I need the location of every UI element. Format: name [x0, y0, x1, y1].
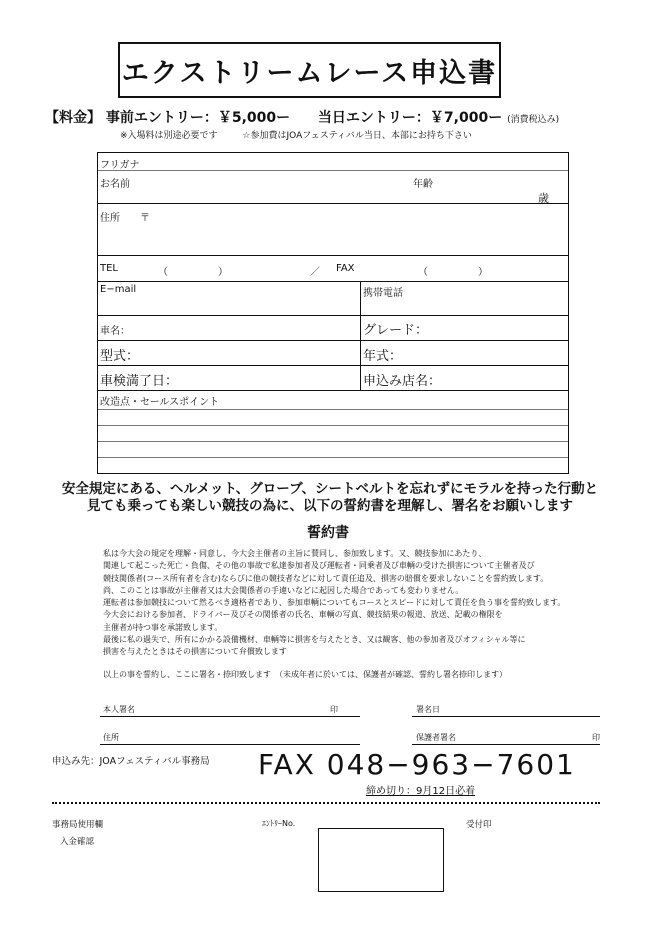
tel-paren: （ ） [158, 267, 228, 278]
fee-notes [120, 128, 494, 141]
fee-line [45, 107, 559, 127]
oath-line: 競技関係者(コース所有者を含む)ならびに他の競技者などに対して責任追及、損害の賠償を要求しないことを誓約致します。 [103, 573, 549, 583]
oath-line: 尚、このことは事故が主催者又は大会関係者の手違いなどに起因した場合であっても変わりません。 [103, 585, 464, 595]
row-divider [98, 390, 568, 391]
address-sign-line[interactable] [100, 744, 360, 745]
address-sign-label: 住所 [103, 733, 119, 742]
row-divider [98, 281, 568, 282]
sign-date-line[interactable] [412, 716, 600, 717]
seal-mark-2: 印 [592, 733, 600, 742]
age-unit: 歳 [538, 192, 549, 205]
oath-line: 損害を与えたときはその損害について弁償致します [103, 647, 287, 657]
email-label: E−mail [100, 284, 137, 295]
tel-fax-separator: ／ [310, 267, 320, 278]
tel-label: TEL [100, 263, 118, 274]
oath-line: 運転者は参加競技について然るべき適格者であり、参加車輌についてもコースとスピードに対して責任を負う事を誓約致します。 [103, 598, 566, 608]
payment-check-label: 入金確認 [60, 837, 95, 847]
fax-number: FAX 048−963−7601 [258, 748, 576, 781]
received-stamp-label: 受付印 [466, 820, 492, 830]
entry-no-label: ｴﾝﾄﾘｰNo. [262, 819, 296, 828]
name-label: お名前 [100, 179, 130, 190]
oath-line: 最後に私の過失で、所有にかかる設備機材、車輌等に損害を与えたとき、又は観客、他の参加者及びオフィシャル等に [103, 635, 526, 645]
furigana-label: フリガナ [100, 160, 140, 171]
fee-tax-note: (消費税込み) [507, 115, 560, 125]
fee-sameday: 当日エントリー：￥7,000ー [317, 110, 503, 126]
safety-line-2: 見ても乗っても楽しい競技の為に、以下の誓約書を理解し、署名をお願いします [87, 498, 573, 514]
oath-body [103, 548, 603, 681]
office-use-label: 事務局使用欄 [52, 820, 104, 830]
deadline: 締め切り：9月12日必着 [366, 786, 476, 797]
row-divider [98, 170, 568, 171]
oath-line: 主催者が持つ事を承諾致します。 [103, 622, 223, 632]
model-label: 型式： [100, 349, 140, 364]
row-divider [98, 425, 568, 426]
dotted-divider [52, 802, 600, 804]
row-divider [98, 315, 568, 316]
seal-mark-1: 印 [330, 705, 338, 714]
row-divider [98, 340, 568, 341]
oath-line: 今大会における参加者、ドライバー及びその関係者の氏名、車輌の写真、競技結果の報道、放送、記載の権限を [103, 610, 503, 620]
fee-advance: 事前エントリー：￥5,000ー [105, 110, 291, 126]
row-divider [98, 409, 568, 410]
safety-line-1: 安全規定にある、ヘルメット、グローブ、シートベルトを忘れずにモラルを持った行動と [61, 481, 599, 497]
fee-note-1: ※入場料は別途必要です [120, 131, 218, 141]
row-divider [98, 365, 568, 366]
entry-form-table [97, 152, 569, 474]
apply-to-label: 申込み先：JOAフェスティバル事務局 [52, 756, 210, 767]
self-sign-label: 本人署名 [103, 705, 135, 714]
year-label: 年式： [363, 349, 403, 364]
inspection-label: 車検満了日： [100, 374, 179, 389]
entry-no-box [318, 828, 444, 892]
address-label: 住所 [100, 213, 120, 224]
oath-title: 誓約書 [307, 525, 349, 541]
grade-label: グレード： [363, 323, 429, 338]
column-divider [360, 281, 361, 390]
fax-label: FAX [336, 263, 355, 274]
row-divider [98, 255, 568, 256]
fax-paren: （ ） [418, 267, 488, 278]
self-sign-line[interactable] [100, 716, 360, 717]
row-divider [98, 441, 568, 442]
fee-label: 【料金】 [45, 110, 101, 126]
mobile-label: 携帯電話 [363, 288, 403, 299]
car-name-label: 車名： [100, 326, 130, 337]
postal-mark: 〒 [140, 213, 150, 224]
age-label: 年齢 [413, 179, 433, 190]
form-title: エクストリームレース申込書 [118, 42, 501, 98]
row-divider [98, 457, 568, 458]
sign-date-label: 署名日 [416, 705, 440, 714]
row-divider [98, 203, 568, 204]
safety-statement [60, 481, 600, 515]
fee-note-2: ☆参加費はJOAフェスティバル当日、本部にお持ち下さい [242, 131, 472, 141]
oath-line: 私は今大会の規定を理解・同意し、今大会主催者の主旨に賛同し、参加致します。又、競技参加にあたり、 [103, 549, 487, 558]
guardian-sign-line[interactable] [412, 744, 600, 745]
modifications-label: 改造点・セールスポイント [100, 397, 220, 408]
guardian-sign-label: 保護者署名 [416, 733, 456, 742]
oath-line: 関連して起こった死亡・負傷、その他の事故で私達参加者及び運転者・同乗者及び車輌の受けた損害について主催者及び [103, 561, 535, 571]
shop-label: 申込み店名： [363, 374, 442, 389]
oath-closing: 以上の事を誓約し、ここに署名・捺印致します （未成年者に於いては、保護者が確認、誓約し署名捺印します） [103, 669, 507, 679]
